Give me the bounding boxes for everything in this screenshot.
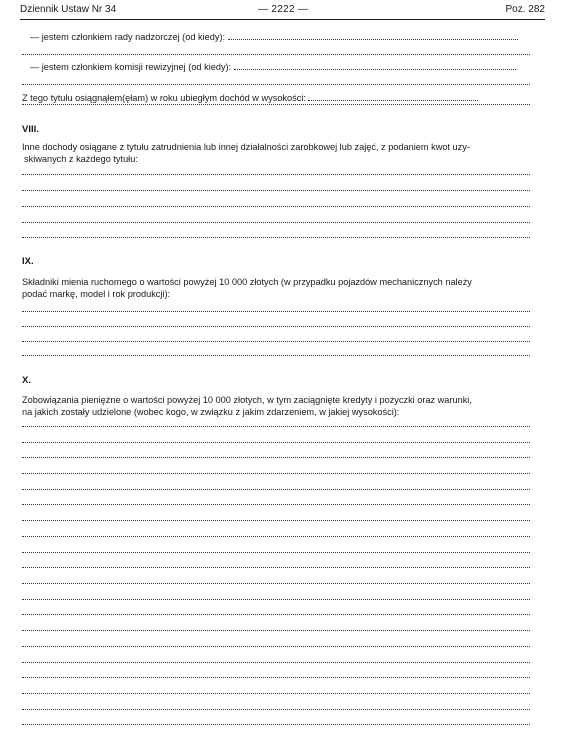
section-ix-heading: IX.	[22, 256, 34, 267]
audit-committee-field-line[interactable]	[22, 84, 530, 85]
section-x-line[interactable]	[22, 693, 530, 694]
section-viii-line2	[22, 153, 532, 165]
section-x-text	[22, 394, 532, 418]
section-x-line[interactable]	[22, 567, 530, 568]
section-viii-line2-text: skiwanych z każdego tytułu:	[24, 154, 138, 164]
section-ix-line[interactable]	[22, 326, 530, 327]
section-x-line[interactable]	[22, 473, 530, 474]
audit-committee-label: — jestem członkiem komisji rewizyjnej (od kiedy):	[30, 62, 232, 72]
section-x-line2-text: na jakich zostały udzielone (wobec kogo, w związku z jakim zdarzeniem, w jakiej wysokości):	[22, 407, 400, 417]
section-ix-text	[22, 276, 532, 300]
section-x-line[interactable]	[22, 599, 530, 600]
section-x-line[interactable]	[22, 442, 530, 443]
section-ix-line2-text: podać markę, model i rok produkcji):	[22, 289, 171, 299]
section-viii-line[interactable]	[22, 206, 530, 207]
audit-committee-row	[30, 61, 516, 73]
section-x-line[interactable]	[22, 489, 530, 490]
income-field[interactable]	[308, 92, 478, 101]
supervisory-board-field-line[interactable]	[22, 54, 530, 55]
section-viii-heading: VIII.	[22, 124, 39, 135]
section-ix-line[interactable]	[22, 355, 530, 356]
section-x-line[interactable]	[22, 662, 530, 663]
section-x-line[interactable]	[22, 520, 530, 521]
section-x-line1: Zobowiązania pieniężne o wartości powyżej 10 000 złotych, w tym zaciągnięte kredyty i pożyczki oraz warunki,	[22, 395, 472, 405]
section-x-line[interactable]	[22, 552, 530, 553]
section-viii-line[interactable]	[22, 174, 530, 175]
page-number: — 2222 —	[258, 4, 309, 15]
section-ix-line[interactable]	[22, 311, 530, 312]
section-x-line[interactable]	[22, 536, 530, 537]
section-x-line[interactable]	[22, 614, 530, 615]
supervisory-board-label: — jestem członkiem rady nadzorczej (od kiedy):	[30, 32, 226, 42]
section-x-line[interactable]	[22, 677, 530, 678]
position-number: Poz. 282	[505, 4, 545, 15]
section-x-line2	[22, 406, 532, 418]
section-ix-line1: Składniki mienia ruchomego o wartości powyżej 10 000 złotych (w przypadku pojazdów mechanicznych należy	[22, 277, 472, 287]
journal-title: Dziennik Ustaw Nr 34	[20, 4, 117, 15]
header-rule	[20, 19, 545, 20]
section-x-heading: X.	[22, 375, 31, 386]
section-x-line[interactable]	[22, 583, 530, 584]
section-viii-line[interactable]	[22, 190, 530, 191]
section-ix-line2	[22, 288, 532, 300]
income-field-line[interactable]	[22, 104, 530, 105]
section-viii-text	[22, 141, 532, 165]
section-x-line[interactable]	[22, 426, 530, 427]
section-ix-line[interactable]	[22, 341, 530, 342]
page-header	[20, 4, 545, 20]
section-x-line[interactable]	[22, 724, 530, 725]
section-viii-line1: Inne dochody osiągane z tytułu zatrudnienia lub innej działalności zarobkowej lub zajęć, z podaniem kwot uzy-	[22, 142, 470, 152]
supervisory-board-row	[30, 31, 518, 43]
section-x-line[interactable]	[22, 504, 530, 505]
section-x-line[interactable]	[22, 646, 530, 647]
section-x-line[interactable]	[22, 630, 530, 631]
supervisory-board-field[interactable]	[228, 31, 518, 40]
income-label: Z tego tytułu osiągnąłem(ęłam) w roku ubiegłym dochód w wysokości:	[22, 93, 306, 103]
section-viii-line[interactable]	[22, 237, 530, 238]
section-x-line[interactable]	[22, 457, 530, 458]
income-row	[22, 92, 478, 104]
audit-committee-field[interactable]	[234, 61, 516, 70]
section-viii-line[interactable]	[22, 222, 530, 223]
section-x-line[interactable]	[22, 709, 530, 710]
